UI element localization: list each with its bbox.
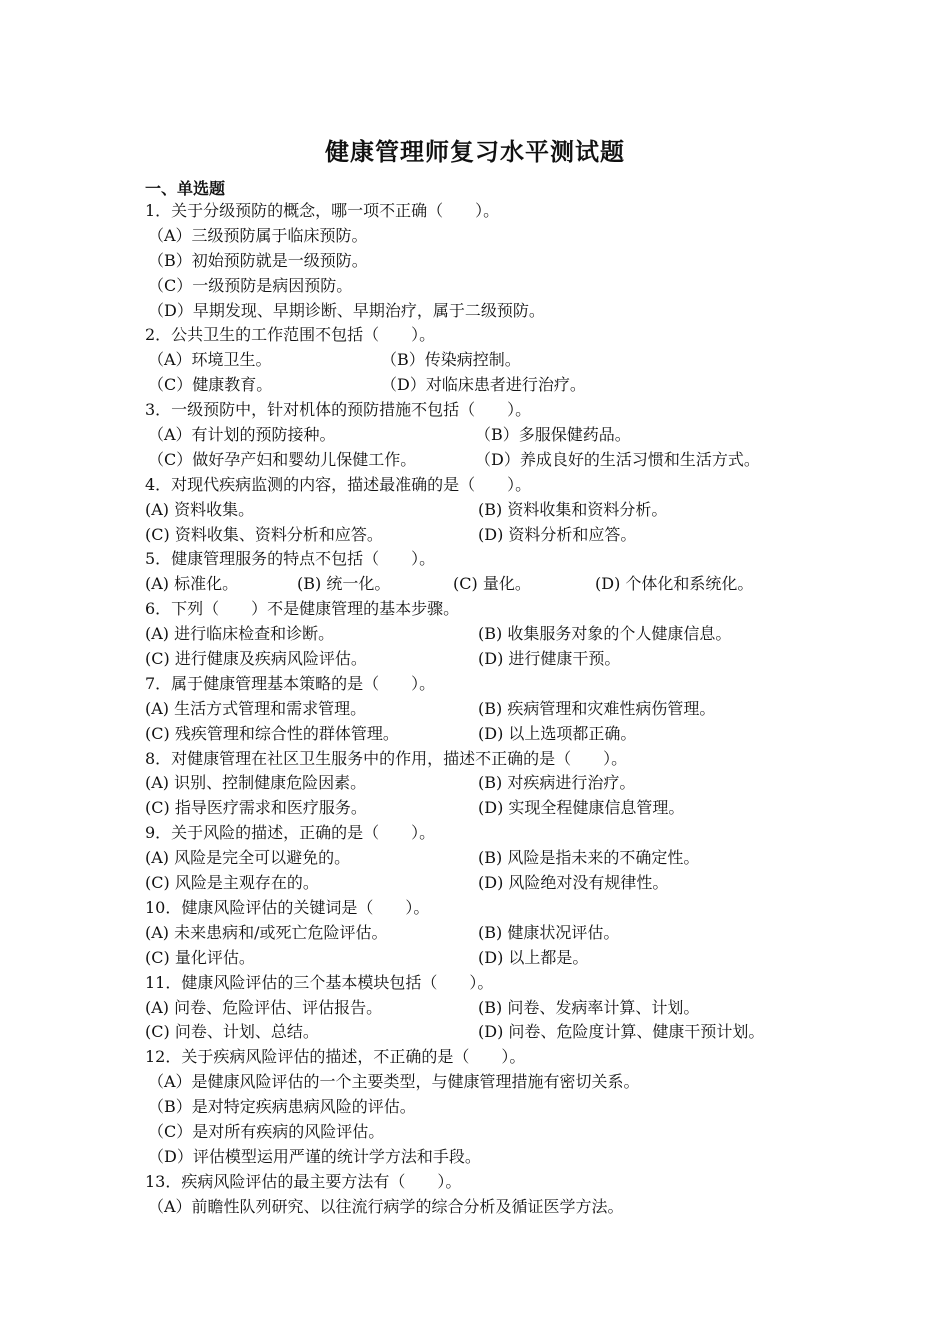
option-a: （A）是健康风险评估的一个主要类型，与健康管理措施有密切关系。 xyxy=(148,1072,640,1092)
question-text: 5．健康管理服务的特点不包括（ ）。 xyxy=(145,549,436,569)
question-text: 4．对现代疾病监测的内容，描述最准确的是（ ）。 xyxy=(145,474,532,494)
question-text: 9．关于风险的描述，正确的是（ ）。 xyxy=(145,823,436,843)
option-row xyxy=(145,846,845,871)
option-row xyxy=(145,1120,845,1145)
option-b: (B) 风险是指未来的不确定性。 xyxy=(478,848,700,868)
option-a: (A) 识别、控制健康危险因素。 xyxy=(145,773,367,793)
option-a: (A) 生活方式管理和需求管理。 xyxy=(145,698,367,718)
option-row xyxy=(145,647,845,672)
question-text: 12．关于疾病风险评估的描述，不正确的是（ ）。 xyxy=(145,1047,526,1067)
question-text: 2．公共卫生的工作范围不包括（ ）。 xyxy=(145,325,436,345)
option-a: (C) 风险是主观存在的。 xyxy=(145,873,319,893)
option-row xyxy=(145,299,845,324)
question-text: 11．健康风险评估的三个基本模块包括（ ）。 xyxy=(145,972,494,992)
option-a: （C）一级预防是病因预防。 xyxy=(148,275,353,295)
option-row xyxy=(145,722,845,747)
question-text: 10．健康风险评估的关键词是（ ）。 xyxy=(145,897,430,917)
option-a: (A) 标准化。 xyxy=(145,574,239,594)
option-a: （A）前瞻性队列研究、以往流行病学的综合分析及循证医学方法。 xyxy=(148,1196,624,1216)
option-b: (B) 资料收集和资料分析。 xyxy=(478,499,668,519)
option-a: （D）早期发现、早期诊断、早期治疗，属于二级预防。 xyxy=(148,300,545,320)
option-row xyxy=(145,697,845,722)
option-a: (A) 风险是完全可以避免的。 xyxy=(145,848,351,868)
option-row xyxy=(145,498,845,523)
option-row xyxy=(145,423,845,448)
option-a: （C）做好孕产妇和婴幼儿保健工作。 xyxy=(148,449,417,469)
option-d: (D) 个体化和系统化。 xyxy=(595,574,754,594)
option-b: (D) 资料分析和应答。 xyxy=(478,524,637,544)
option-row xyxy=(145,871,845,896)
option-b: (B) 统一化。 xyxy=(297,574,391,594)
option-row xyxy=(145,572,845,597)
option-a: （B）是对特定疾病患病风险的评估。 xyxy=(148,1097,416,1117)
option-b: (B) 健康状况评估。 xyxy=(478,922,620,942)
option-b: (D) 问卷、危险度计算、健康干预计划。 xyxy=(478,1022,765,1042)
option-row xyxy=(145,1195,845,1220)
option-row xyxy=(145,249,845,274)
option-a: (C) 残疾管理和综合性的群体管理。 xyxy=(145,723,399,743)
option-b: (D) 以上选项都正确。 xyxy=(478,723,637,743)
option-a: （A）有计划的预防接种。 xyxy=(148,425,336,445)
option-row xyxy=(145,523,845,548)
option-b: (D) 以上都是。 xyxy=(478,947,589,967)
option-b: （D）对临床患者进行治疗。 xyxy=(381,375,586,395)
option-row xyxy=(145,771,845,796)
option-row xyxy=(145,1145,845,1170)
option-a: (A) 未来患病和/或死亡危险评估。 xyxy=(145,922,388,942)
option-b: (D) 进行健康干预。 xyxy=(478,649,621,669)
option-a: (A) 进行临床检查和诊断。 xyxy=(145,624,335,644)
section-heading: 一、单选题 xyxy=(145,179,226,198)
option-a: (C) 指导医疗需求和医疗服务。 xyxy=(145,798,367,818)
option-row xyxy=(145,274,845,299)
option-a: (C) 量化评估。 xyxy=(145,947,255,967)
option-b: (B) 问卷、发病率计算、计划。 xyxy=(478,997,700,1017)
option-b: (B) 疾病管理和灾难性病伤管理。 xyxy=(478,698,716,718)
question-text: 13．疾病风险评估的最主要方法有（ ）。 xyxy=(145,1171,462,1191)
option-b: (B) 对疾病进行治疗。 xyxy=(478,773,636,793)
question-list xyxy=(145,199,845,1220)
option-a: (C) 问卷、计划、总结。 xyxy=(145,1022,319,1042)
question-text: 3．一级预防中，针对机体的预防措施不包括（ ）。 xyxy=(145,400,532,420)
option-a: （C）健康教育。 xyxy=(148,375,273,395)
option-a: （C）是对所有疾病的风险评估。 xyxy=(148,1121,385,1141)
option-row xyxy=(145,1020,845,1045)
option-c: (C) 量化。 xyxy=(453,574,531,594)
option-row xyxy=(145,224,845,249)
question-text: 8．对健康管理在社区卫生服务中的作用，描述不正确的是（ ）。 xyxy=(145,748,628,768)
option-a: (A) 问卷、危险评估、评估报告。 xyxy=(145,997,383,1017)
option-row xyxy=(145,1095,845,1120)
option-row xyxy=(145,921,845,946)
option-b: （B）多服保健药品。 xyxy=(475,425,631,445)
option-row xyxy=(145,1070,845,1095)
option-row xyxy=(145,348,845,373)
option-row xyxy=(145,622,845,647)
option-b: （D）养成良好的生活习惯和生活方式。 xyxy=(475,449,760,469)
option-row xyxy=(145,373,845,398)
question-text: 6．下列（ ）不是健康管理的基本步骤。 xyxy=(145,599,460,619)
option-row xyxy=(145,448,845,473)
document-title: 健康管理师复习水平测试题 xyxy=(325,138,625,166)
option-b: (D) 实现全程健康信息管理。 xyxy=(478,798,685,818)
question-text: 1．关于分级预防的概念，哪一项不正确（ ）。 xyxy=(145,201,500,220)
question-text: 7．属于健康管理基本策略的是（ ）。 xyxy=(145,673,436,693)
option-a: (A) 资料收集。 xyxy=(145,499,255,519)
option-b: （B）传染病控制。 xyxy=(381,350,521,370)
option-b: (D) 风险绝对没有规律性。 xyxy=(478,873,669,893)
option-a: (C) 资料收集、资料分析和应答。 xyxy=(145,524,383,544)
option-row xyxy=(145,946,845,971)
option-a: (C) 进行健康及疾病风险评估。 xyxy=(145,649,367,669)
option-a: （B）初始预防就是一级预防。 xyxy=(148,250,368,270)
option-a: （A）三级预防属于临床预防。 xyxy=(148,225,368,245)
option-a: （A）环境卫生。 xyxy=(148,350,272,370)
option-row xyxy=(145,796,845,821)
option-row xyxy=(145,996,845,1021)
option-b: (B) 收集服务对象的个人健康信息。 xyxy=(478,624,732,644)
option-a: （D）评估模型运用严谨的统计学方法和手段。 xyxy=(148,1146,481,1166)
